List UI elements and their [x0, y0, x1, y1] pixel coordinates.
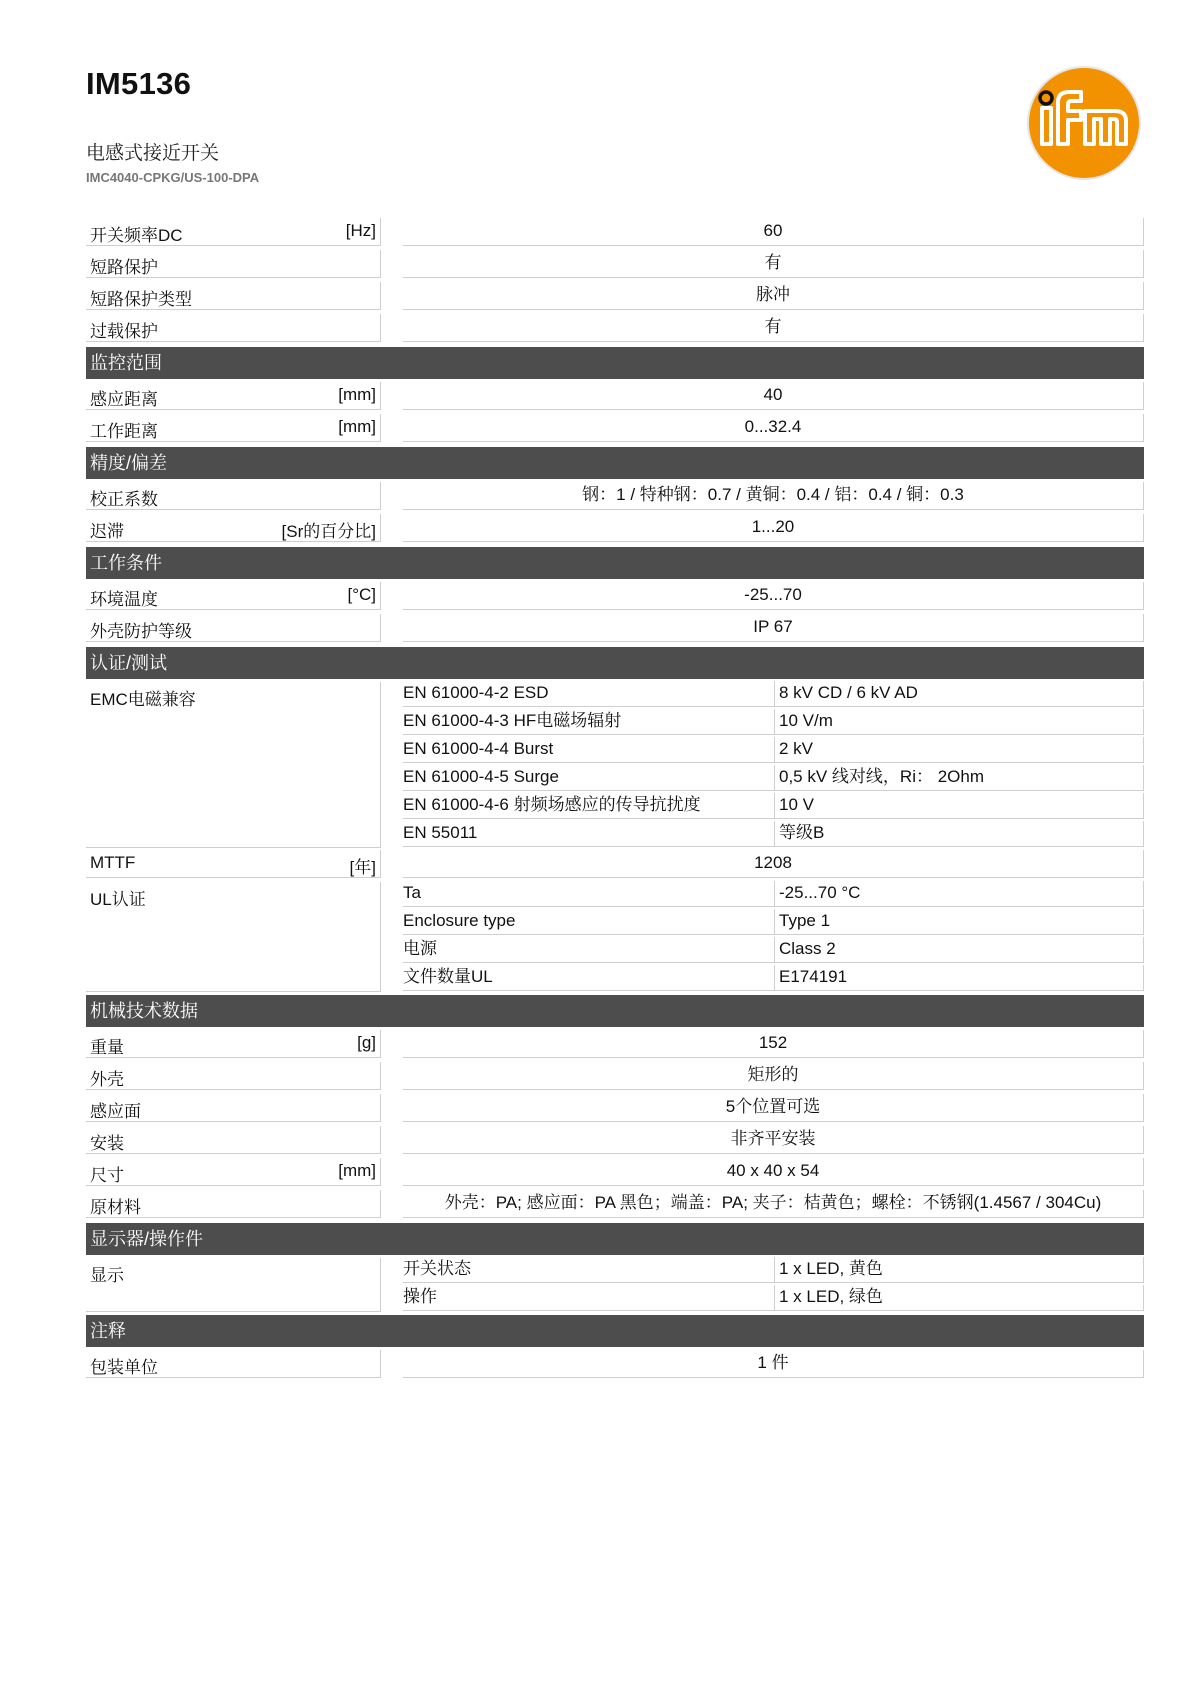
spec-label: 短路保护类型 [90, 290, 192, 309]
spec-label: 过载保护 [90, 322, 158, 341]
spec-unit: [g] [357, 1033, 376, 1052]
spec-value: 152 [403, 1030, 1144, 1058]
spec-row-sensing-range [86, 380, 1144, 412]
spec-label: 校正系数 [90, 490, 158, 509]
spec-label: 外壳 [90, 1070, 124, 1089]
spec-row-operating-distance [86, 412, 1144, 444]
spec-row-dimensions [86, 1156, 1144, 1188]
emc-row [403, 680, 1144, 708]
section-header-accuracy: 精度/偏差 [86, 447, 1144, 479]
spec-row-correction-factors [86, 480, 1144, 512]
section-header-display: 显示器/操作件 [86, 1223, 1144, 1255]
spec-label: MTTF [90, 853, 136, 872]
spec-value: 钢：1 / 特种钢：0.7 / 黄铜：0.4 / 铝：0.4 / 铜：0.3 [403, 482, 1144, 510]
spec-label: 感应面 [90, 1102, 141, 1121]
spec-value: 非齐平安装 [403, 1126, 1144, 1154]
section-header-approvals: 认证/测试 [86, 647, 1144, 679]
spec-unit: [Hz] [345, 221, 376, 240]
ul-row [403, 880, 1144, 908]
spec-value: 有 [403, 314, 1144, 342]
ul-value: -25...70 °C [775, 881, 1144, 907]
spec-value: 60 [403, 218, 1144, 246]
display-key: 开关状态 [403, 1257, 775, 1283]
spec-label: 重量 [90, 1038, 124, 1057]
spec-row-switching-frequency [86, 216, 1144, 248]
spec-label: 外壳防护等级 [90, 622, 192, 641]
emc-key: EN 61000-4-3 HF电磁场辐射 [403, 709, 775, 735]
spec-row-mttf [86, 848, 1144, 880]
spec-label: 迟滞 [90, 522, 124, 541]
ul-key: Ta [403, 881, 775, 907]
spec-value: 1208 [403, 850, 1144, 878]
spec-unit: [Sr的百分比] [281, 522, 376, 541]
display-value: 1 x LED, 黄色 [775, 1257, 1144, 1283]
emc-row [403, 708, 1144, 736]
spec-value: 0...32.4 [403, 414, 1144, 442]
spec-label: 包装单位 [90, 1358, 158, 1377]
spec-row-materials [86, 1188, 1144, 1220]
spec-value: IP 67 [403, 614, 1144, 642]
spec-row-short-circuit-type [86, 280, 1144, 312]
spec-value: 有 [403, 250, 1144, 278]
spec-unit: [°C] [347, 585, 376, 604]
spec-value: -25...70 [403, 582, 1144, 610]
emc-row [403, 764, 1144, 792]
ul-key: Enclosure type [403, 909, 775, 935]
spec-value: 脉冲 [403, 282, 1144, 310]
display-row [403, 1256, 1144, 1284]
spec-unit: [mm] [338, 1161, 376, 1180]
spec-row-sensing-face [86, 1092, 1144, 1124]
spec-value: 40 [403, 382, 1144, 410]
ul-value: Type 1 [775, 909, 1144, 935]
display-row [403, 1284, 1144, 1312]
spec-label: 显示 [90, 1266, 124, 1285]
product-title: IM5136 [86, 66, 192, 101]
emc-value: 8 kV CD / 6 kV AD [775, 681, 1144, 707]
spec-group-emc [86, 680, 1144, 848]
spec-row-short-circuit-protection [86, 248, 1144, 280]
spec-label: 安装 [90, 1134, 124, 1153]
spec-row-overload-protection [86, 312, 1144, 344]
emc-key: EN 61000-4-4 Burst [403, 737, 775, 763]
spec-group-ul [86, 880, 1144, 992]
spec-label: 原材料 [90, 1198, 141, 1217]
spec-value: 5个位置可选 [403, 1094, 1144, 1122]
emc-value: 等级B [775, 821, 1144, 847]
spec-label: 开关频率DC [90, 226, 183, 245]
spec-row-weight [86, 1028, 1144, 1060]
section-header-monitoring: 监控范围 [86, 347, 1144, 379]
emc-value: 0,5 kV 线对线，Ri： 2Ohm [775, 765, 1144, 791]
spec-label: EMC电磁兼容 [90, 690, 196, 709]
ul-value: Class 2 [775, 937, 1144, 963]
spec-value: 1...20 [403, 514, 1144, 542]
spec-group-display [86, 1256, 1144, 1312]
section-header-operating-conditions: 工作条件 [86, 547, 1144, 579]
section-header-notes: 注释 [86, 1315, 1144, 1347]
ul-value: E174191 [775, 965, 1144, 991]
display-key: 操作 [403, 1285, 775, 1311]
emc-value: 2 kV [775, 737, 1144, 763]
ul-row [403, 908, 1144, 936]
spec-row-hysteresis [86, 512, 1144, 544]
emc-row [403, 736, 1144, 764]
emc-row [403, 820, 1144, 848]
spec-row-packaging-unit [86, 1348, 1144, 1380]
emc-key: EN 61000-4-6 射频场感应的传导抗扰度 [403, 793, 775, 819]
spec-value: 40 x 40 x 54 [403, 1158, 1144, 1186]
spec-table [86, 216, 1144, 1380]
emc-key: EN 61000-4-5 Surge [403, 765, 775, 791]
spec-row-mounting [86, 1124, 1144, 1156]
spec-label: 环境温度 [90, 590, 158, 609]
spec-label: 短路保护 [90, 258, 158, 277]
product-subtitle: 电感式接近开关 [86, 143, 220, 164]
emc-key: EN 61000-4-2 ESD [403, 681, 775, 707]
spec-label: 感应距离 [90, 390, 158, 409]
section-header-mechanical: 机械技术数据 [86, 995, 1144, 1027]
spec-unit: [年] [349, 858, 376, 877]
spec-label: 工作距离 [90, 422, 158, 441]
ul-key: 文件数量UL [403, 965, 775, 991]
spec-row-housing [86, 1060, 1144, 1092]
display-value: 1 x LED, 绿色 [775, 1285, 1144, 1311]
ifm-logo [1025, 64, 1143, 182]
spec-value: 外壳：PA; 感应面：PA 黑色；端盖：PA; 夹子：桔黄色；螺栓：不锈钢(1.4567 / 304Cu) [403, 1190, 1144, 1218]
spec-unit: [mm] [338, 417, 376, 436]
spec-unit: [mm] [338, 385, 376, 404]
spec-label: 尺寸 [90, 1166, 124, 1185]
ul-key: 电源 [403, 937, 775, 963]
spec-value: 矩形的 [403, 1062, 1144, 1090]
emc-value: 10 V [775, 793, 1144, 819]
emc-value: 10 V/m [775, 709, 1144, 735]
spec-label: UL认证 [90, 890, 146, 909]
article-number: IMC4040-CPKG/US-100-DPA [86, 170, 260, 185]
spec-row-ambient-temperature [86, 580, 1144, 612]
ul-row [403, 964, 1144, 992]
emc-key: EN 55011 [403, 821, 775, 847]
emc-row [403, 792, 1144, 820]
spec-row-protection-rating [86, 612, 1144, 644]
ul-row [403, 936, 1144, 964]
spec-value: 1 件 [403, 1350, 1144, 1378]
